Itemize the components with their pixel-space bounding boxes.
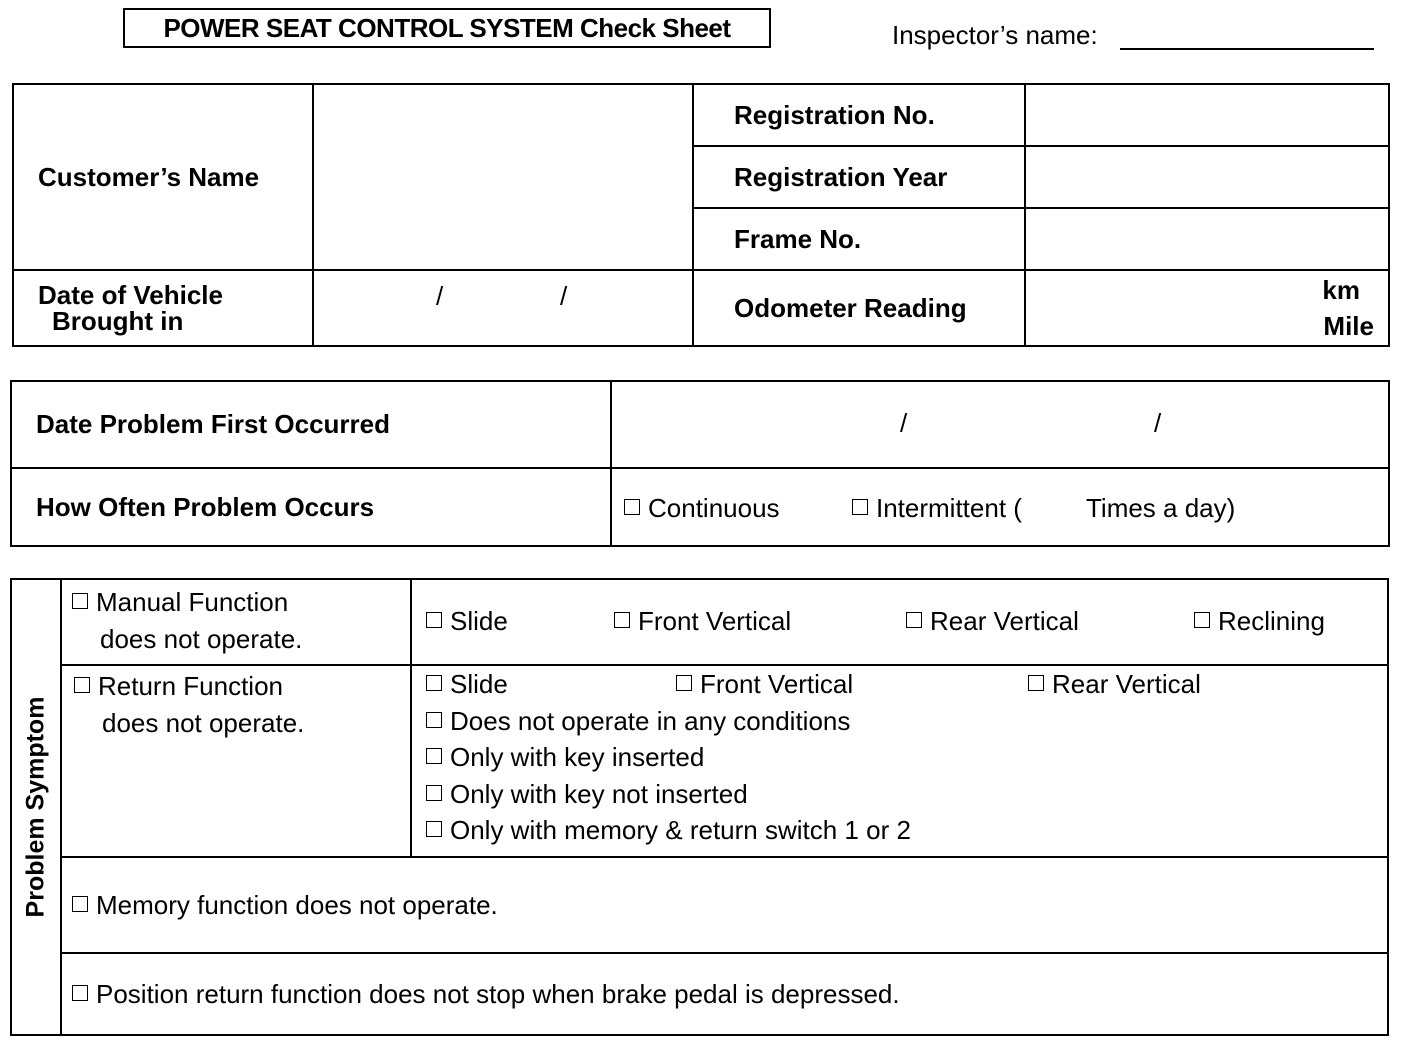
return-function-label: Return Function bbox=[98, 671, 283, 701]
registration-year-label: Registration Year bbox=[693, 146, 1025, 208]
date-separator: / bbox=[560, 281, 568, 311]
continuous-option[interactable] bbox=[624, 493, 780, 524]
condition-key-inserted-option[interactable] bbox=[412, 739, 1387, 776]
checkbox[interactable] bbox=[614, 612, 630, 628]
check-sheet-title: POWER SEAT CONTROL SYSTEM Check Sheet bbox=[123, 8, 771, 48]
date-separator: / bbox=[436, 281, 444, 311]
customer-name-label: Customer’s Name bbox=[13, 84, 313, 270]
checkbox[interactable] bbox=[624, 499, 640, 515]
manual-function-cell bbox=[61, 579, 411, 665]
option-label: Front Vertical bbox=[700, 669, 854, 699]
condition-any-option[interactable] bbox=[412, 703, 1387, 740]
return-function-cell bbox=[61, 665, 411, 857]
return-function-label-line2: does not operate. bbox=[102, 708, 305, 738]
checkbox[interactable] bbox=[72, 593, 88, 609]
inspector-name-field[interactable] bbox=[1120, 48, 1374, 50]
checkbox[interactable] bbox=[426, 785, 442, 801]
memory-function-option[interactable] bbox=[61, 857, 1388, 953]
inspector-name-label: Inspector’s name: bbox=[892, 20, 1098, 50]
problem-symptom-label: Problem Symptom bbox=[21, 696, 50, 918]
option-label: Slide bbox=[450, 669, 508, 699]
manual-reclining-option[interactable] bbox=[1194, 606, 1325, 637]
registration-no-field[interactable] bbox=[1025, 84, 1389, 146]
how-often-label: How Often Problem Occurs bbox=[11, 468, 611, 546]
option-label: Reclining bbox=[1218, 606, 1325, 636]
odometer-unit-km: km bbox=[1322, 275, 1360, 305]
intermittent-label: Intermittent ( bbox=[876, 493, 1022, 523]
checkbox[interactable] bbox=[906, 612, 922, 628]
date-brought-in-label bbox=[13, 270, 313, 346]
checkbox[interactable] bbox=[426, 712, 442, 728]
frame-no-label: Frame No. bbox=[693, 208, 1025, 270]
intermittent-option[interactable] bbox=[852, 493, 1022, 524]
manual-function-label-line2: does not operate. bbox=[100, 624, 303, 654]
manual-slide-option[interactable] bbox=[426, 606, 508, 637]
problem-symptom-table bbox=[10, 578, 1389, 1036]
odometer-label: Odometer Reading bbox=[693, 270, 1025, 346]
vehicle-info-table bbox=[12, 83, 1390, 347]
condition-label: Only with key not inserted bbox=[450, 778, 748, 809]
odometer-unit-mile: Mile bbox=[1323, 311, 1374, 341]
how-often-options bbox=[611, 468, 1389, 546]
problem-symptom-label-wrap bbox=[16, 580, 56, 1034]
first-occurred-label: Date Problem First Occurred bbox=[11, 381, 611, 468]
continuous-label: Continuous bbox=[648, 493, 780, 523]
manual-rear-vertical-option[interactable] bbox=[906, 606, 1079, 637]
option-label: Slide bbox=[450, 606, 508, 636]
option-label: Front Vertical bbox=[638, 606, 792, 636]
checkbox[interactable] bbox=[1194, 612, 1210, 628]
first-occurred-field[interactable] bbox=[611, 381, 1389, 468]
occurrence-table bbox=[10, 380, 1390, 547]
checkbox[interactable] bbox=[74, 677, 90, 693]
manual-function-label: Manual Function bbox=[96, 587, 289, 617]
return-slide-option[interactable] bbox=[426, 666, 508, 703]
return-rear-vertical-option[interactable] bbox=[1028, 666, 1201, 703]
option-label: Rear Vertical bbox=[1052, 669, 1201, 699]
date-brought-in-label-line2: Brought in bbox=[52, 306, 184, 336]
checkbox[interactable] bbox=[1028, 675, 1044, 691]
option-label: Rear Vertical bbox=[930, 606, 1079, 636]
condition-key-not-inserted-option[interactable] bbox=[412, 776, 1387, 813]
checkbox[interactable] bbox=[426, 675, 442, 691]
position-return-option[interactable] bbox=[61, 953, 1388, 1035]
condition-label: Only with memory & return switch 1 or 2 bbox=[450, 815, 911, 845]
customer-name-field[interactable] bbox=[313, 84, 693, 270]
return-function-options bbox=[411, 665, 1388, 857]
manual-function-options bbox=[411, 579, 1388, 665]
checkbox[interactable] bbox=[426, 821, 442, 837]
checkbox[interactable] bbox=[852, 499, 868, 515]
frame-no-field[interactable] bbox=[1025, 208, 1389, 270]
date-brought-in-label-line1: Date of Vehicle bbox=[38, 280, 223, 310]
return-front-vertical-option[interactable] bbox=[676, 666, 853, 703]
manual-front-vertical-option[interactable] bbox=[614, 606, 791, 637]
date-separator: / bbox=[900, 408, 908, 438]
date-brought-in-field[interactable] bbox=[313, 270, 693, 346]
condition-memory-switch-option[interactable] bbox=[412, 812, 1387, 849]
times-a-day-label: Times a day) bbox=[1086, 493, 1236, 523]
position-return-label: Position return function does not stop when brake pedal is depressed. bbox=[96, 978, 900, 1009]
odometer-field[interactable] bbox=[1025, 270, 1389, 346]
registration-no-label: Registration No. bbox=[693, 84, 1025, 146]
condition-label: Only with key inserted bbox=[450, 742, 705, 772]
checkbox[interactable] bbox=[676, 675, 692, 691]
date-separator: / bbox=[1154, 408, 1162, 438]
checkbox[interactable] bbox=[426, 612, 442, 628]
registration-year-field[interactable] bbox=[1025, 146, 1389, 208]
checkbox[interactable] bbox=[72, 985, 88, 1001]
checkbox[interactable] bbox=[72, 896, 88, 912]
memory-function-label: Memory function does not operate. bbox=[96, 889, 498, 920]
condition-label: Does not operate in any conditions bbox=[450, 705, 851, 736]
checkbox[interactable] bbox=[426, 748, 442, 764]
